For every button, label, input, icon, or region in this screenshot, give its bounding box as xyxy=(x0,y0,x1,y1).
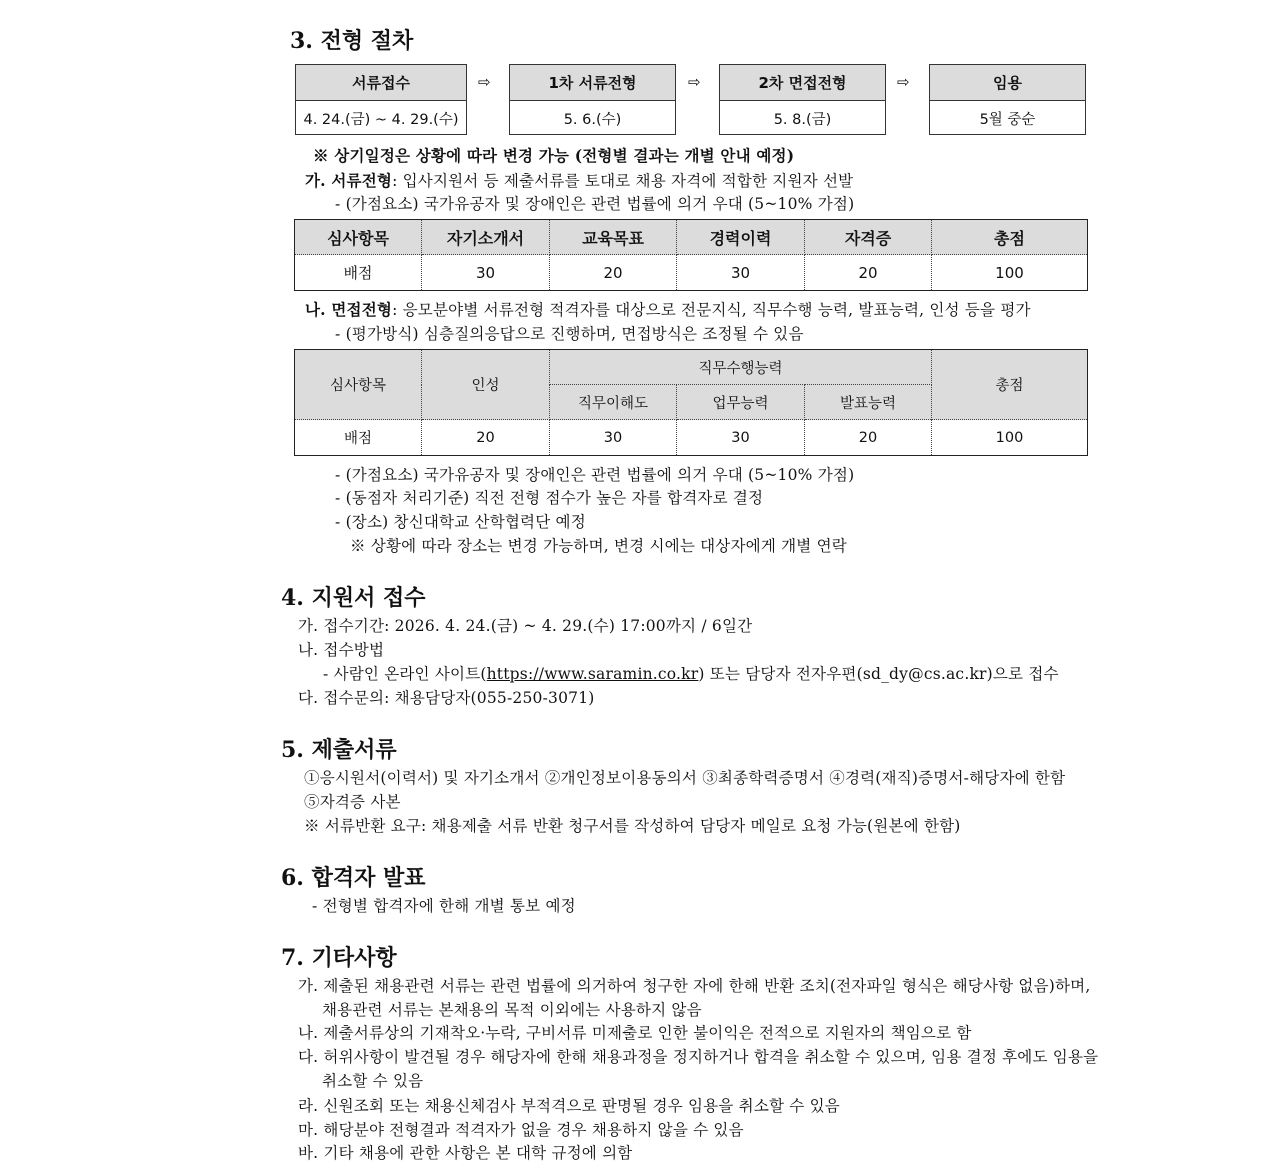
process-step-3 xyxy=(719,64,886,135)
document-screening-desc: : 입사지원서 등 제출서류를 토대로 채용 자격에 적합한 지원자 선발 xyxy=(392,172,854,190)
table-cell: 20 xyxy=(805,420,932,456)
table-header-cell: 교육목표 xyxy=(550,220,677,255)
section-6-heading: 6. 합격자 발표 xyxy=(281,865,426,891)
location-line: - (장소) 창신대학교 산학협력단 예정 xyxy=(335,513,586,531)
arrow-right-icon: ⇨ xyxy=(478,73,491,91)
documents-list-line: ⑤자격증 사본 xyxy=(304,793,401,811)
misc-item: 마. 해당분야 전형결과 적격자가 없을 경우 채용하지 않을 수 있음 xyxy=(298,1121,744,1139)
section-3-heading: 3. 전형 절차 xyxy=(290,28,414,54)
application-inquiry: 다. 접수문의: 채용담당자(055-250-3071) xyxy=(298,689,595,707)
method-text: ) 또는 담당자 전자우편(sd_dy@cs.ac.kr)으로 접수 xyxy=(698,665,1059,683)
announcement-line: - 전형별 합격자에 한해 개별 통보 예정 xyxy=(312,897,576,915)
document-screening-line xyxy=(305,169,853,191)
table-cell: 배점 xyxy=(295,255,422,291)
table-cell: 100 xyxy=(932,420,1088,456)
table-header-row xyxy=(295,220,1088,255)
table-header-cell: 총점 xyxy=(932,350,1088,420)
step-title: 임용 xyxy=(930,65,1085,101)
saramin-link[interactable]: https://www.saramin.co.kr xyxy=(486,665,699,683)
step-title: 서류접수 xyxy=(296,65,466,101)
misc-item-cont: 채용관련 서류는 본채용의 목적 이외에는 사용하지 않음 xyxy=(322,1001,702,1019)
interview-method-line: - (평가방식) 심층질의응답으로 진행하며, 면접방식은 조정될 수 있음 xyxy=(335,325,804,343)
step-date: 4. 24.(금) ~ 4. 29.(수) xyxy=(303,111,459,128)
table-cell: 30 xyxy=(550,420,677,456)
process-step-1 xyxy=(295,64,467,135)
step-title: 1차 서류전형 xyxy=(510,65,675,101)
misc-item-cont: 취소할 수 있음 xyxy=(322,1072,424,1090)
bonus-line: - (가점요소) 국가유공자 및 장애인은 관련 법률에 의거 우대 (5~10% 가점) xyxy=(335,466,855,484)
table-cell: 20 xyxy=(422,420,550,456)
table-header-cell: 직무수행능력 xyxy=(550,350,932,385)
misc-item: 바. 기타 채용에 관한 사항은 본 대학 규정에 의함 xyxy=(298,1144,633,1162)
step-title: 2차 면접전형 xyxy=(720,65,885,101)
table-cell: 20 xyxy=(805,255,932,291)
table-cell: 배점 xyxy=(295,420,422,456)
table-header-row xyxy=(295,350,1088,385)
table-cell: 30 xyxy=(422,255,550,291)
table-header-cell: 자기소개서 xyxy=(422,220,550,255)
table-row xyxy=(295,420,1088,456)
table-header-cell: 심사항목 xyxy=(295,350,422,420)
schedule-notice: ※ 상기일정은 상황에 따라 변경 가능 (전형별 결과는 개별 안내 예정) xyxy=(313,146,795,165)
interview-screening-line xyxy=(305,298,1031,320)
table-header-cell: 직무이해도 xyxy=(550,385,677,420)
documents-list-line: ①응시원서(이력서) 및 자기소개서 ②개인정보이용동의서 ③최종학력증명서 ④경력(재직)증명서-해당자에 한함 xyxy=(304,769,1066,787)
misc-item: 나. 제출서류상의 기재착오·누락, 구비서류 미제출로 인한 불이익은 전적으로 지원자의 책임으로 함 xyxy=(298,1024,972,1042)
table-header-cell: 경력이력 xyxy=(677,220,805,255)
table-header-cell: 자격증 xyxy=(805,220,932,255)
documents-return-note: ※ 서류반환 요구: 채용제출 서류 반환 청구서를 작성하여 담당자 메일로 요청 가능(원본에 한함) xyxy=(304,817,961,835)
application-method: 나. 접수방법 xyxy=(298,641,385,659)
document-bonus-line: - (가점요소) 국가유공자 및 장애인은 관련 법률에 의거 우대 (5~10% 가점) xyxy=(335,195,855,213)
table-cell: 20 xyxy=(550,255,677,291)
tie-rule-line: - (동점자 처리기준) 직전 전형 점수가 높은 자를 합격자로 결정 xyxy=(335,489,764,507)
process-step-4 xyxy=(929,64,1086,135)
interview-screening-desc: : 응모분야별 서류전형 적격자를 대상으로 전문지식, 직무수행 능력, 발표능력, 인성 등을 평가 xyxy=(392,301,1031,319)
document-screening-label: 가. 서류전형 xyxy=(305,171,393,190)
application-method-detail xyxy=(323,662,1059,684)
table-header-cell: 심사항목 xyxy=(295,220,422,255)
section-5-heading: 5. 제출서류 xyxy=(281,737,397,763)
process-step-2 xyxy=(509,64,676,135)
table-header-cell: 발표능력 xyxy=(805,385,932,420)
section-4-heading: 4. 지원서 접수 xyxy=(281,585,426,611)
section-7-heading: 7. 기타사항 xyxy=(281,945,397,971)
step-date: 5월 중순 xyxy=(979,111,1036,128)
method-text: - 사람인 온라인 사이트( xyxy=(323,665,487,683)
table-header-cell: 인성 xyxy=(422,350,550,420)
interview-screening-label: 나. 면접전형 xyxy=(305,300,393,319)
misc-item: 가. 제출된 채용관련 서류는 관련 법률에 의거하여 청구한 자에 한해 반환 조치(전자파일 형식은 해당사항 없음)하며, xyxy=(298,977,1091,995)
table-cell: 100 xyxy=(932,255,1088,291)
misc-item: 다. 허위사항이 발견될 경우 해당자에 한해 채용과정을 정지하거나 합격을 취소할 수 있으며, 임용 결정 후에도 임용을 xyxy=(298,1048,1099,1066)
table-cell: 30 xyxy=(677,255,805,291)
step-date: 5. 6.(수) xyxy=(563,111,622,128)
location-notice: ※ 상황에 따라 장소는 변경 가능하며, 변경 시에는 대상자에게 개별 연락 xyxy=(350,537,847,555)
table-header-cell: 업무능력 xyxy=(677,385,805,420)
step-date: 5. 8.(금) xyxy=(773,111,832,128)
document-score-table xyxy=(294,219,1088,291)
arrow-right-icon: ⇨ xyxy=(897,73,910,91)
misc-item: 라. 신원조회 또는 채용신체검사 부적격으로 판명될 경우 임용을 취소할 수 있음 xyxy=(298,1097,840,1115)
table-cell: 30 xyxy=(677,420,805,456)
application-period: 가. 접수기간: 2026. 4. 24.(금) ~ 4. 29.(수) 17:00까지 / 6일간 xyxy=(298,617,753,635)
arrow-right-icon: ⇨ xyxy=(688,73,701,91)
table-row xyxy=(295,255,1088,291)
table-header-cell: 총점 xyxy=(932,220,1088,255)
interview-score-table xyxy=(294,349,1088,456)
